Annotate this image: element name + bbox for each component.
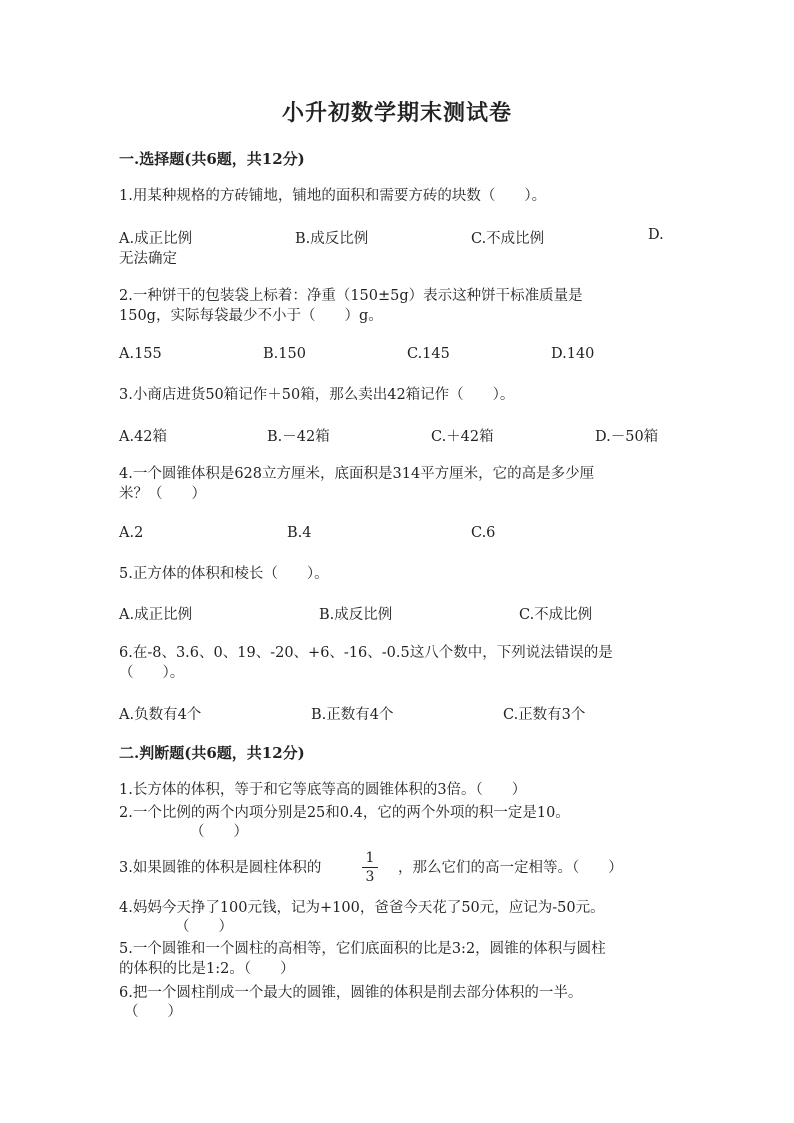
question-5-option-a: A.成正比例 <box>119 607 193 623</box>
question-6-option-b: B.正数有4个 <box>311 707 394 723</box>
judgement-5-line1: 5.一个圆锥和一个圆柱的高相等，它们底面积的比是3:2，圆锥的体积与圆柱 <box>119 941 606 957</box>
question-3-text: 3.小商店进货50箱记作＋50箱，那么卖出42箱记作（ ）。 <box>119 387 515 403</box>
fraction-one-third <box>362 850 378 885</box>
fraction-bar <box>362 867 378 868</box>
question-4-option-a: A.2 <box>119 525 144 541</box>
question-2-option-b: B.150 <box>263 346 306 362</box>
judgement-5-line2: 的体积的比是1:2。（ ） <box>119 961 295 977</box>
question-2-option-d: D.140 <box>551 346 595 362</box>
question-1-option-d: D. <box>648 227 664 243</box>
question-4-line2: 米？（ ） <box>119 486 206 502</box>
question-6-line2: （ ）。 <box>119 665 185 681</box>
question-5-option-b: B.成反比例 <box>319 607 393 623</box>
judgement-6-line2: （ ） <box>124 1004 182 1020</box>
section-heading-judgement: 二.判断题(共6题，共12分) <box>119 744 305 762</box>
judgement-3-text-a: 3.如果圆锥的体积是圆柱体积的 <box>119 860 322 876</box>
judgement-4-line2: （ ） <box>175 919 233 935</box>
question-5-text: 5.正方体的体积和棱长（ ）。 <box>119 566 329 582</box>
question-5-option-c: C.不成比例 <box>519 607 593 623</box>
judgement-1-text: 1.长方体的体积，等于和它等底等高的圆锥体积的3倍。（ ） <box>119 782 527 798</box>
question-3-option-a: A.42箱 <box>119 429 168 445</box>
question-1-text: 1.用某种规格的方砖铺地，铺地的面积和需要方砖的块数（ ）。 <box>119 188 547 204</box>
fraction-numerator: 1 <box>365 850 375 866</box>
question-3-option-d: D.－50箱 <box>595 429 659 445</box>
question-1-option-a: A.成正比例 <box>119 231 193 247</box>
judgement-6-line1: 6.把一个圆柱削成一个最大的圆锥，圆锥的体积是削去部分体积的一半。 <box>119 985 583 1001</box>
question-1-option-b: B.成反比例 <box>295 231 369 247</box>
question-2-line1: 2.一种饼干的包装袋上标着：净重（150±5g）表示这种饼干标准质量是 <box>119 288 583 304</box>
question-2-option-a: A.155 <box>119 346 162 362</box>
question-4-option-c: C.6 <box>471 525 496 541</box>
question-1-option-c: C.不成比例 <box>471 231 545 247</box>
question-4-line1: 4.一个圆锥体积是628立方厘米，底面积是314平方厘米，它的高是多少厘 <box>119 466 595 482</box>
question-6-option-c: C.正数有3个 <box>503 707 586 723</box>
question-6-line1: 6.在-8、3.6、0、19、-20、+6、-16、-0.5这八个数中，下列说法错误的是 <box>119 645 613 661</box>
section-heading-choice: 一.选择题(共6题，共12分) <box>119 150 305 168</box>
judgement-2-line1: 2.一个比例的两个内项分别是25和0.4，它的两个外项的积一定是10。 <box>119 805 570 821</box>
fraction-denominator: 3 <box>365 869 375 885</box>
question-3-option-c: C.＋42箱 <box>431 429 494 445</box>
judgement-2-line2: （ ） <box>190 824 248 840</box>
question-3-option-b: B.－42箱 <box>267 429 330 445</box>
question-4-option-b: B.4 <box>287 525 312 541</box>
page-title: 小升初数学期末测试卷 <box>281 100 512 126</box>
question-2-option-c: C.145 <box>407 346 450 362</box>
judgement-3-text-b: ，那么它们的高一定相等。（ ） <box>398 860 623 876</box>
question-1-option-d-text: 无法确定 <box>119 251 177 267</box>
question-6-option-a: A.负数有4个 <box>119 707 202 723</box>
question-2-line2: 150g，实际每袋最少不小于（ ）g。 <box>119 308 383 324</box>
judgement-4-line1: 4.妈妈今天挣了100元钱，记为+100，爸爸今天花了50元，应记为-50元。 <box>119 900 605 916</box>
